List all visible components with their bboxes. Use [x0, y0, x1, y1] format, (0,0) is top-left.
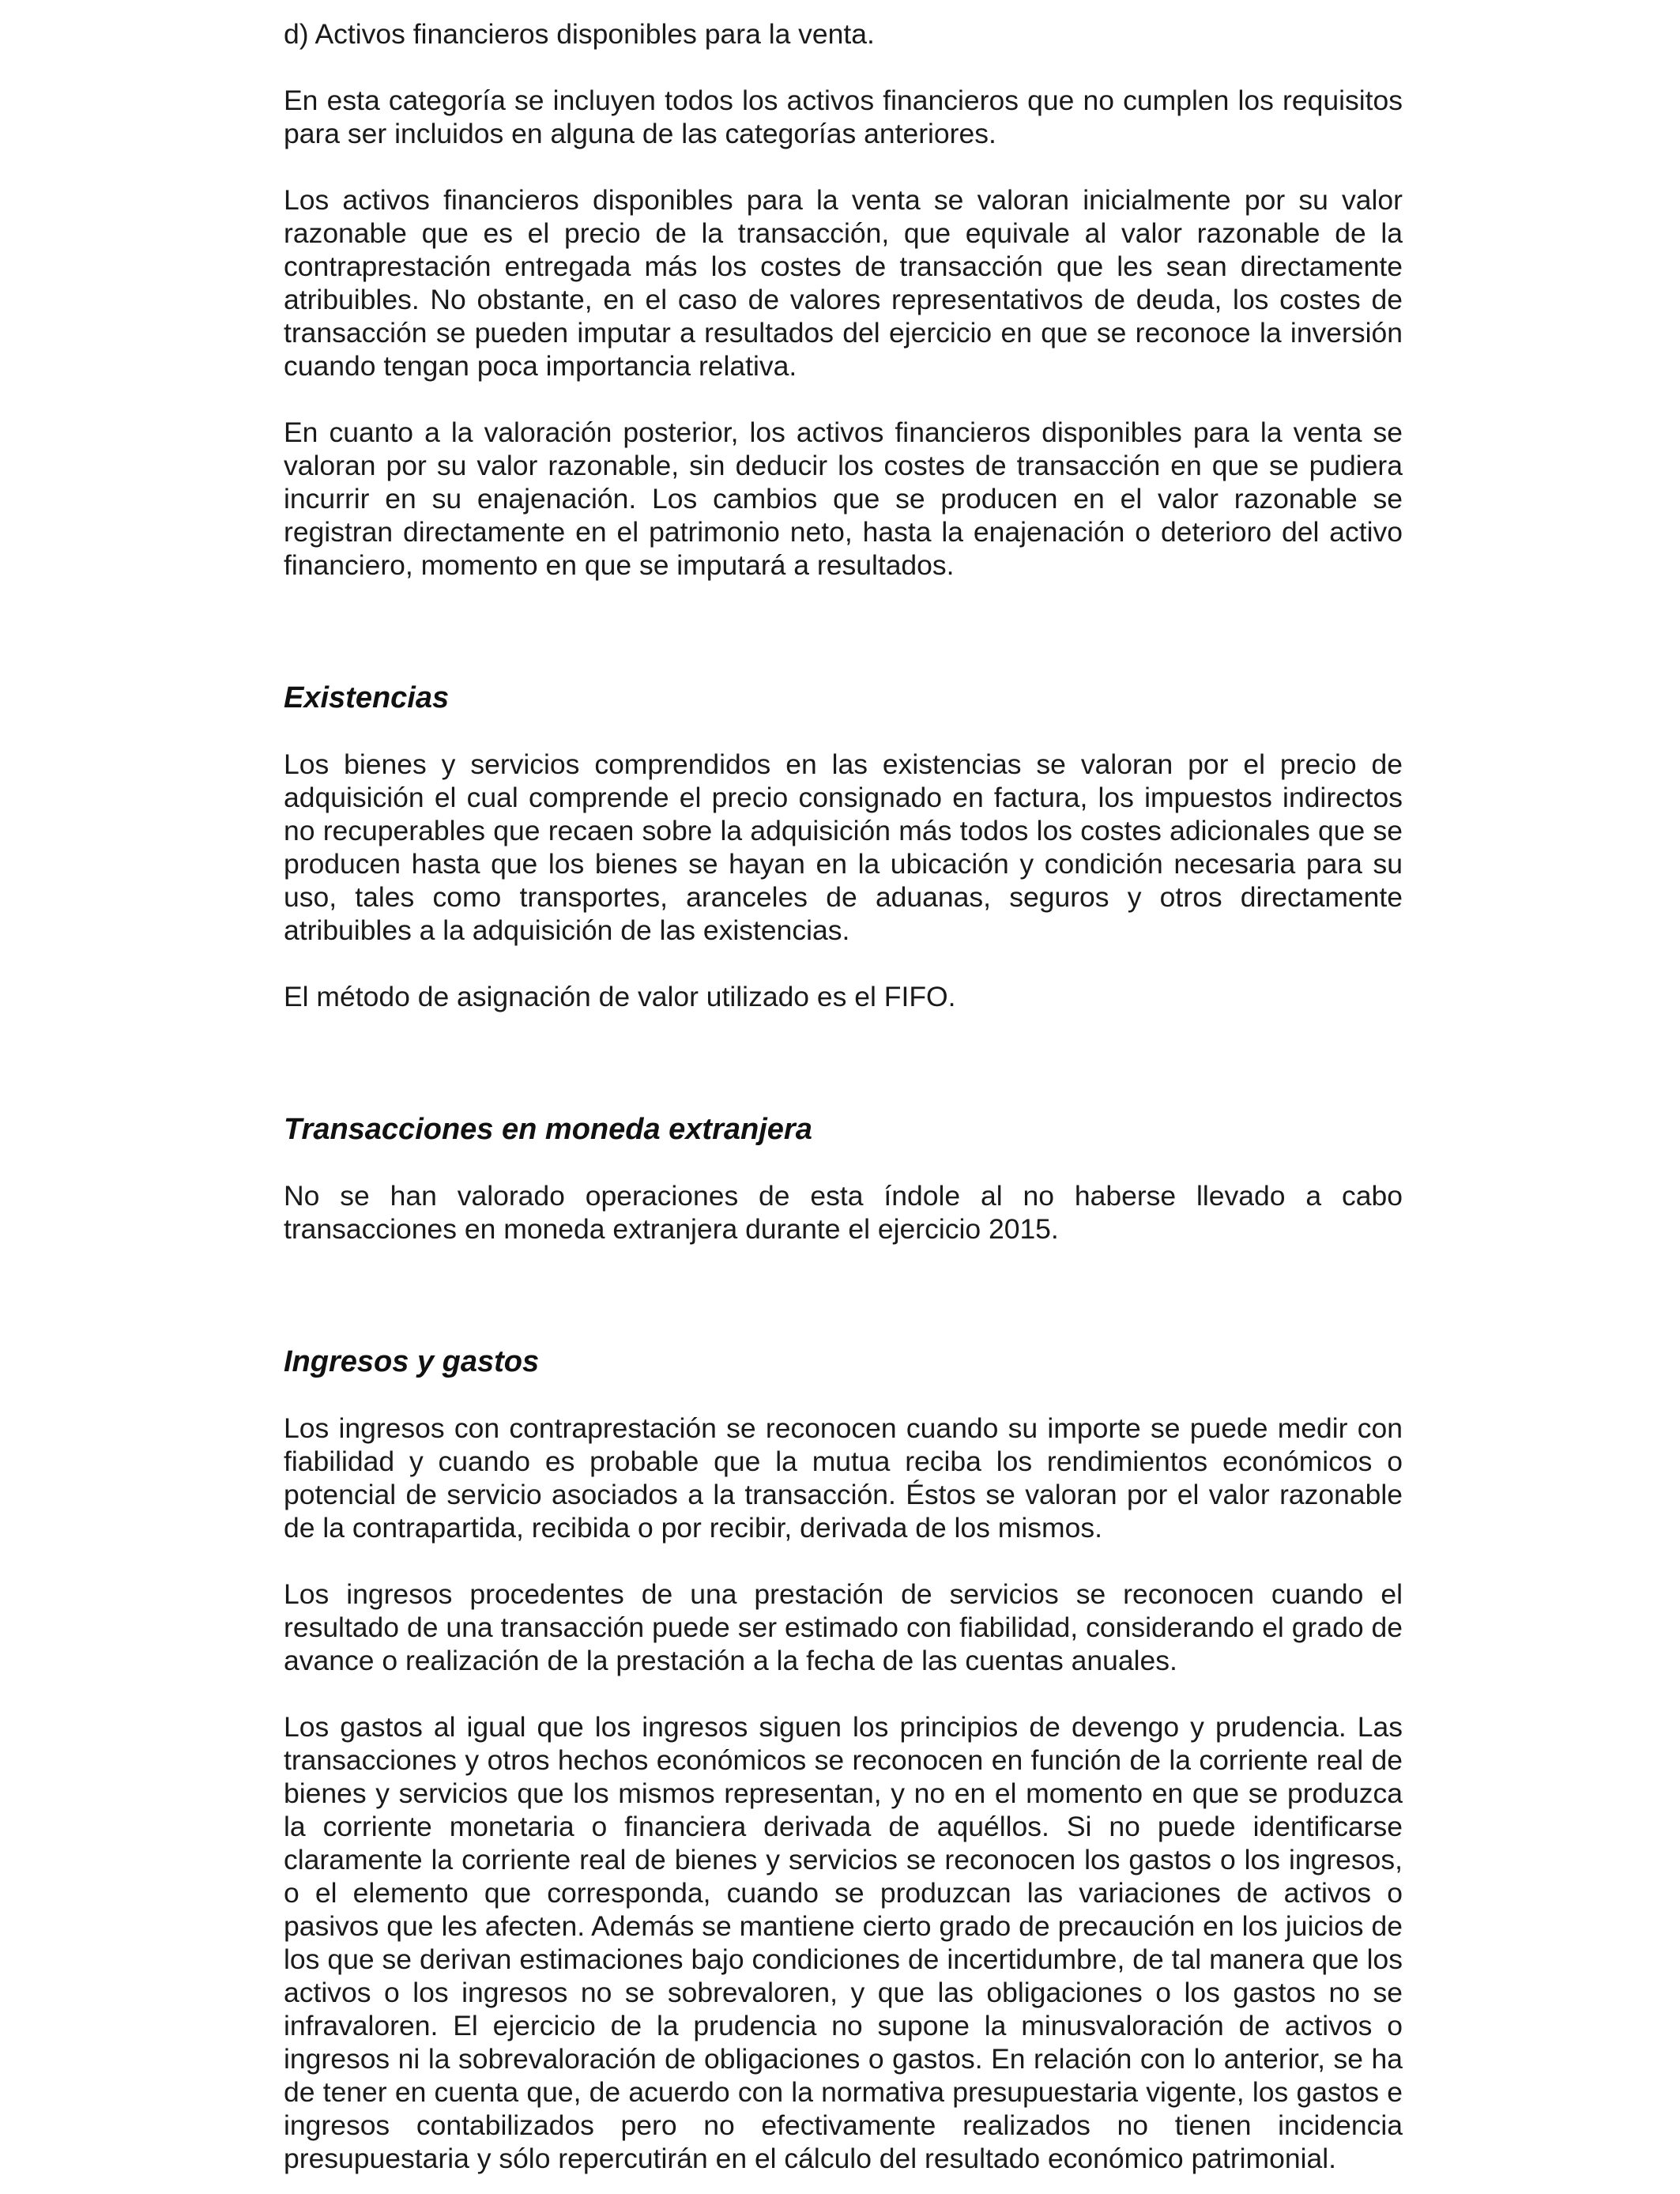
- paragraph-d-intro: En esta categoría se incluyen todos los activos financieros que no cumplen los requisitos para ser incluidos en alguna de las categorías anteriores.: [284, 85, 1403, 149]
- document-body: [284, 17, 1403, 2175]
- existencias-paragraph-2: El método de asignación de valor utilizado es el FIFO.: [284, 981, 956, 1012]
- paragraph-d-initial-valuation: Los activos financieros disponibles para la venta se valoran inicialmente por su valor razonable que es el precio de la transacción, que equivale al valor razonable de la contraprestación entregada más los costes de transacción que les sean directamente atribuibles. No obstante, en el caso de valores representativos de deuda, los costes de transacción se pueden imputar a resultados del ejercicio en que se reconoce la inversión cuando tengan poca importancia relativa.: [284, 184, 1403, 382]
- ingresos-paragraph-1: Los ingresos con contraprestación se reconocen cuando su importe se puede medir con fiabilidad y cuando es probable que la mutua reciba los rendimientos económicos o potencial de servicio asociados a la transacción. Éstos se valoran por el valor razonable de la contrapartida, recibida o por recibir, derivada de los mismos.: [284, 1412, 1403, 1544]
- ingresos-paragraph-3: Los gastos al igual que los ingresos siguen los principios de devengo y prudencia. Las transacciones y otros hechos económicos se reconocen en función de la corriente real de bienes y servicios que los mismos representan, y no en el momento en que se produzca la corriente monetaria o financiera derivada de aquéllos. Si no puede identificarse claramente la corriente real de bienes y servicios se reconocen los gastos o los ingresos, o el elemento que corresponda, cuando se produzcan las variaciones de activos o pasivos que les afecten. Además se mantiene cierto grado de precaución en los juicios de los que se derivan estimaciones bajo condiciones de incertidumbre, de tal manera que los activos o los ingresos no se sobrevaloren, y que las obligaciones o los gastos no se infravaloren. El ejercicio de la prudencia no supone la minusvaloración de activos o ingresos ni la sobrevaloración de obligaciones o gastos. En relación con lo anterior, se ha de tener en cuenta que, de acuerdo con la normativa presupuestaria vigente, los gastos e ingresos contabilizados pero no efectivamente realizados no tienen incidencia presupuestaria y sólo repercutirán en el cálculo del resultado económico patrimonial.: [284, 1711, 1403, 2174]
- paragraph-d-heading: d) Activos financieros disponibles para la venta.: [284, 18, 875, 50]
- existencias-paragraph-1: Los bienes y servicios comprendidos en las existencias se valoran por el precio de adquisición el cual comprende el precio consignado en factura, los impuestos indirectos no recuperables que recaen sobre la adquisición más todos los costes adicionales que se producen hasta que los bienes se hayan en la ubicación y condición necesaria para su uso, tales como transportes, aranceles de aduanas, seguros y otros directamente atribuibles a la adquisición de las existencias.: [284, 748, 1403, 946]
- ingresos-paragraph-2: Los ingresos procedentes de una prestación de servicios se reconocen cuando el resultado de una transacción puede ser estimado con fiabilidad, considerando el grado de avance o realización de la prestación a la fecha de las cuentas anuales.: [284, 1578, 1403, 1676]
- section-heading-existencias: Existencias: [284, 681, 450, 714]
- section-heading-moneda-extranjera: Transacciones en moneda extranjera: [284, 1113, 812, 1146]
- paragraph-d-subsequent-valuation: En cuanto a la valoración posterior, los activos financieros disponibles para la venta se valoran por su valor razonable, sin deducir los costes de transacción en que se pudiera incurrir en su enajenación. Los cambios que se producen en el valor razonable se registran directamente en el patrimonio neto, hasta la enajenación o deterioro del activo financiero, momento en que se imputará a resultados.: [284, 417, 1403, 581]
- section-heading-ingresos-gastos: Ingresos y gastos: [284, 1345, 540, 1378]
- moneda-paragraph-1: No se han valorado operaciones de esta índole al no haberse llevado a cabo transacciones en moneda extranjera durante el ejercicio 2015.: [284, 1180, 1403, 1245]
